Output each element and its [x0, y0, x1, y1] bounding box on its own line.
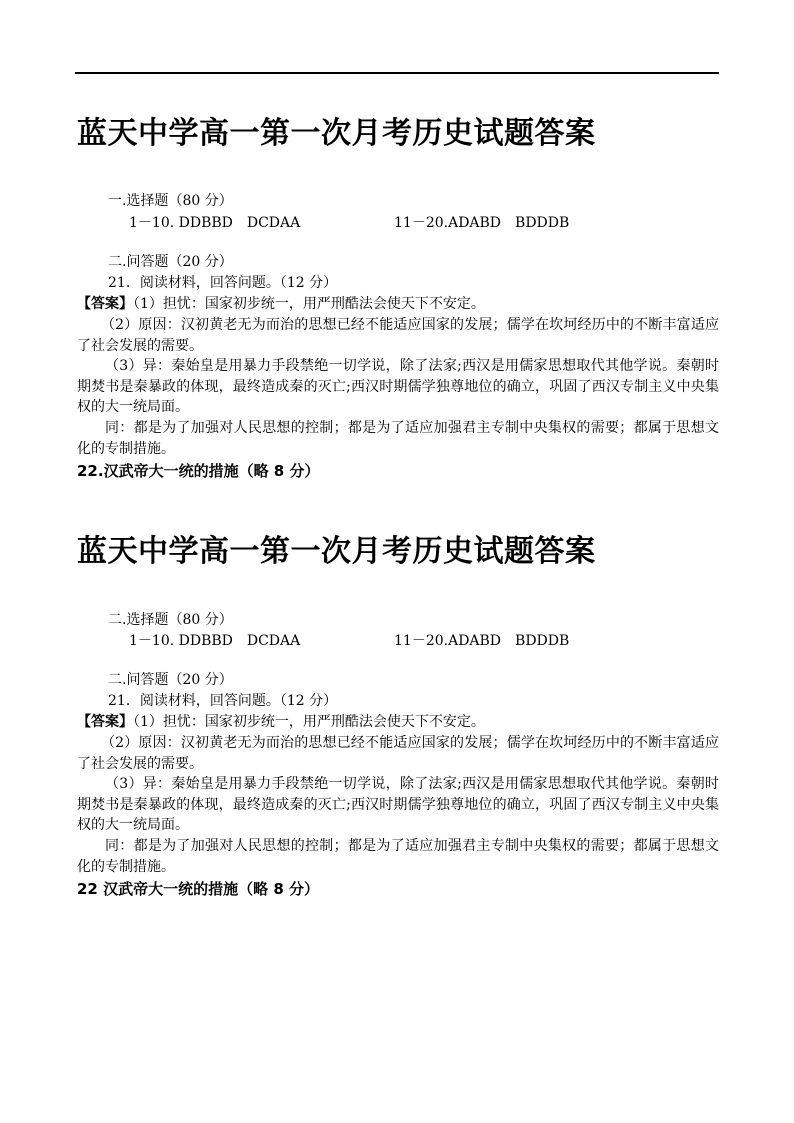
question-21: 21．阅读材料，回答问题。（12 分）	[108, 275, 338, 291]
qa-heading: 二.问答题（20 分）	[108, 672, 233, 688]
choice-heading: 一.选择题（80 分）	[108, 193, 233, 209]
choice-heading: 二.选择题（80 分）	[108, 612, 233, 628]
answer-3: （3）异：秦始皇是用暴力手段禁绝一切学说，除了法家;西汉是用儒家思想取代其他学说。秦朝时期焚书是秦暴政的体现，最终造成秦的灭亡;西汉时期儒学独尊地位的确立，巩固了西汉专制主义中央集权的大一统局面。	[77, 776, 719, 833]
answer-3: （3）异：秦始皇是用暴力手段禁绝一切学说，除了法家;西汉是用儒家思想取代其他学说。秦朝时期焚书是秦暴政的体现，最终造成秦的灭亡;西汉时期儒学独尊地位的确立，巩固了西汉专制主义中央集权的大一统局面。	[77, 358, 719, 415]
header-rule	[75, 72, 719, 74]
answer-4: 同：都是为了加强对人民思想的控制；都是为了适应加强君主专制中央集权的需要；都属于思想文化的专制措施。	[77, 420, 719, 457]
answer-4: 同：都是为了加强对人民思想的控制；都是为了适应加强君主专制中央集权的需要；都属于思想文化的专制措施。	[77, 838, 719, 875]
answer-1-line	[77, 294, 485, 314]
answer-tag: 【答案】	[77, 296, 133, 312]
choice-answers-1: 1－10. DDBBD DCDAA	[129, 215, 301, 231]
question-22: 22 汉武帝大一统的措施（略 8 分）	[77, 880, 319, 898]
qa-heading: 二.问答题（20 分）	[108, 254, 233, 270]
choice-answers-1: 1－10. DDBBD DCDAA	[129, 633, 301, 649]
answer-tag: 【答案】	[77, 714, 133, 730]
choice-answers-2: 11－20.ADABD BDDDB	[394, 215, 570, 231]
page-title: 蓝天中学高一第一次月考历史试题答案	[77, 534, 596, 569]
choice-answers-2: 11－20.ADABD BDDDB	[394, 633, 570, 649]
answer-1-line	[77, 712, 485, 732]
answer-1: （1）担忧：国家初步统一，用严刑酷法会使天下不安定。	[133, 714, 485, 730]
page-title: 蓝天中学高一第一次月考历史试题答案	[77, 116, 596, 151]
answer-2: （2）原因：汉初黄老无为而治的思想已经不能适应国家的发展；儒学在坎坷经历中的不断丰富适应了社会发展的需要。	[77, 317, 719, 354]
question-21: 21．阅读材料，回答问题。（12 分）	[108, 693, 338, 709]
answer-1: （1）担忧：国家初步统一，用严刑酷法会使天下不安定。	[133, 296, 485, 312]
question-22: 22.汉武帝大一统的措施（略 8 分）	[77, 462, 320, 480]
answer-2: （2）原因：汉初黄老无为而治的思想已经不能适应国家的发展；儒学在坎坷经历中的不断丰富适应了社会发展的需要。	[77, 735, 719, 772]
